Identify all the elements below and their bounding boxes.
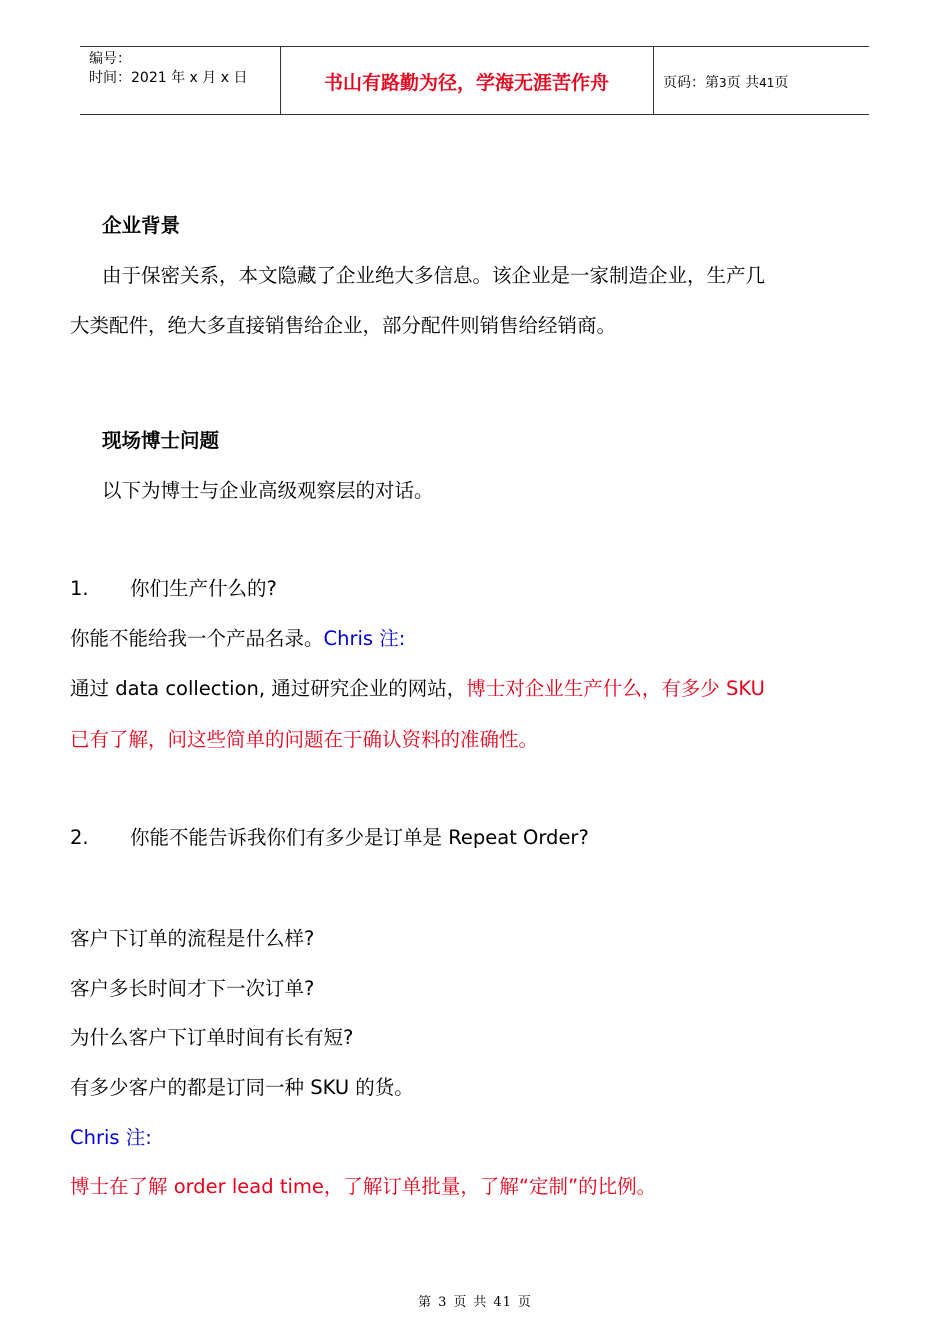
footer-mid2: 共 xyxy=(473,1295,488,1310)
page-total: 41 xyxy=(759,76,775,90)
background-paragraph-line-1: 由于保密关系，本文隐藏了企业绝大多信息。该企业是一家制造企业，生产几 xyxy=(102,264,766,287)
background-heading: 企业背景 xyxy=(102,214,181,237)
time-label: 时间：2021 年 x 月 x 日 xyxy=(89,70,248,86)
q1-request: 你能不能给我一个产品名录。 xyxy=(70,627,324,650)
q2-sub-question-4: 有多少客户的都是订同一种 SKU 的货。 xyxy=(70,1076,414,1099)
q2-note-red: 博士在了解 order lead time，了解订单批量，了解“定制”的比例。 xyxy=(70,1175,657,1198)
question-2-text: 你能不能告诉我你们有多少是订单是 Repeat Order? xyxy=(130,826,589,849)
question-2-number: 2. xyxy=(70,826,89,849)
q1-note-red: 博士对企业生产什么，有多少 SKU xyxy=(466,677,765,700)
q1-answer-line-3: 已有了解，问这些简单的问题在于确认资料的准确性。 xyxy=(70,728,539,751)
q2-sub-question-3: 为什么客户下订单时间有长有短? xyxy=(70,1026,354,1049)
question-1-text: 你们生产什么的? xyxy=(130,577,277,600)
chris-note-label-2: Chris 注: xyxy=(70,1126,152,1149)
page-footer xyxy=(0,1291,950,1310)
footer-suffix: 页 xyxy=(517,1295,532,1310)
q1-note-black: 通过 data collection, 通过研究企业的网站， xyxy=(70,677,467,700)
background-paragraph-line-2: 大类配件，绝大多直接销售给企业，部分配件则销售给经销商。 xyxy=(70,314,617,337)
problem-heading: 现场博士问题 xyxy=(102,429,220,452)
page-suffix: 页 xyxy=(774,75,789,91)
motto: 书山有路勤为径，学海无涯苦作舟 xyxy=(323,72,609,94)
footer-mid1: 页 xyxy=(453,1295,468,1310)
page-current: 3 xyxy=(719,76,727,90)
page-mid: 页 共 xyxy=(726,75,760,91)
q1-answer-line-2 xyxy=(70,676,765,702)
chris-note-label: Chris 注: xyxy=(323,627,406,650)
footer-current: 3 xyxy=(438,1295,448,1310)
problem-intro: 以下为博士与企业高级观察层的对话。 xyxy=(102,479,434,502)
code-label: 编号： xyxy=(89,51,131,67)
page-prefix: 页码：第 xyxy=(663,75,719,91)
q1-answer-line-1 xyxy=(70,626,405,652)
q2-sub-question-2: 客户多长时间才下一次订单? xyxy=(70,977,315,1000)
footer-total: 41 xyxy=(493,1295,512,1310)
question-1-number: 1. xyxy=(70,577,89,600)
q2-sub-question-1: 客户下订单的流程是什么样? xyxy=(70,927,315,950)
footer-prefix: 第 xyxy=(418,1295,433,1310)
